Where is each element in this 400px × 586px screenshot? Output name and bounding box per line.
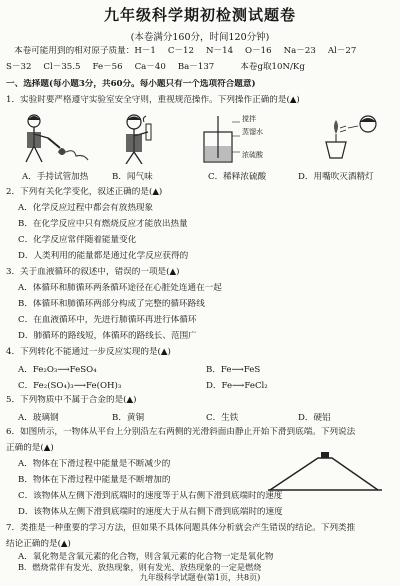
question-2-option-d: D．人类利用的能量都是通过化学反应获得的 xyxy=(18,251,189,261)
exam-title: 九年级科学期初检测试题卷 xyxy=(103,6,296,24)
question-5-option-c: C．生铁 xyxy=(206,413,239,423)
question-7-stem-line-1: 7．类推是一种重要的学习方法，但如果不具体问题具体分析就会产生错误的结论。下列类推 xyxy=(6,523,356,533)
figure-slopes-platform xyxy=(266,448,384,494)
figure-smelling-gas xyxy=(112,112,162,164)
question-4-option-d: D．Fe⟶FeCl₂ xyxy=(206,381,268,391)
question-6-option-d: D．该物体从左侧下滑到底端时的速度大于从右侧下滑到底端时的速度 xyxy=(18,507,283,517)
question-5-option-a: A．玻璃钢 xyxy=(18,413,59,423)
question-6-stem-line-1: 6．如图所示，一物体从平台上分别沿左右两侧的光滑斜面由静止开始下滑到底端。下列说法 xyxy=(6,427,356,437)
question-2-option-a: A．化学反应过程中都会有放热现象 xyxy=(18,203,154,213)
question-6-option-b: B．物体在下滑过程中能量是不断增加的 xyxy=(18,475,171,485)
question-3-stem: 3．关于血液循环的叙述中，错误的一项是(▲) xyxy=(6,267,180,277)
question-5-stem: 5．下列物质中不属于合金的是(▲) xyxy=(6,395,137,405)
question-2-stem: 2．下列有关化学变化，叙述正确的是(▲) xyxy=(6,187,163,197)
question-7-stem-line-2: 结论正确的是(▲) xyxy=(6,539,71,549)
question-1-option-c: C．稀释浓硫酸 xyxy=(208,172,267,182)
exam-subtitle: (本卷满分160分，时间120分钟) xyxy=(130,32,270,43)
question-2-option-b: B．在化学反应中只有燃烧反应才能放出热量 xyxy=(18,219,188,229)
question-5-option-d: D．硬铝 xyxy=(298,413,331,423)
question-6-stem-line-2: 正确的是(▲) xyxy=(6,443,54,453)
question-7-option-a: A．氧化物是含氧元素的化合物，则含氧元素的化合物一定是氧化物 xyxy=(18,552,274,562)
page-footer: 九年级科学试题卷(第1页，共8页) xyxy=(139,573,261,582)
question-1-stem: 1．实验时要严格遵守实验室安全守则，重视规范操作。下列操作正确的是(▲) xyxy=(6,95,300,105)
question-4-option-a: A．Fe₂O₃⟶FeSO₄ xyxy=(18,365,97,375)
atomic-masses-row-2: S－32 Cl－35.5 Fe－56 Ca－40 Ba－137 本卷g取10N/Kg xyxy=(6,62,305,72)
question-7-option-b: B．燃烧常伴有发光、放热现象，则有发光、放热现象的一定是燃烧 xyxy=(18,562,262,572)
question-3-option-a: A．体循环和肺循环两条循环途径在心脏处连通在一起 xyxy=(18,283,222,293)
figure-blowing-alcohol-lamp xyxy=(312,112,388,164)
question-3-option-d: D．肺循环的路线短，体循环的路线长、范围广 xyxy=(18,331,197,341)
question-3-option-b: B．体循环和肺循环两部分构成了完整的循环路线 xyxy=(18,299,205,309)
figure-diluting-sulfuric-acid xyxy=(200,114,280,166)
question-2-option-c: C．化学反应常伴随着能量变化 xyxy=(18,235,137,245)
figure-label-concentrated-acid: 浓硫酸 xyxy=(242,151,263,159)
figure-label-distilled-water: 蒸馏水 xyxy=(242,128,263,136)
question-6-option-c: C．该物体从左侧下滑到底端时的速度等于从右侧下滑到底端时的速度 xyxy=(18,491,283,501)
question-4-option-b: B．Fe⟶FeS xyxy=(206,365,261,375)
figure-label-stir: 搅拌 xyxy=(242,115,256,123)
figure-heating-test-tube xyxy=(14,112,94,164)
question-4-stem: 4．下列转化不能通过一步反应实现的是(▲) xyxy=(6,347,171,357)
question-1-option-d: D．用嘴吹灭酒精灯 xyxy=(298,172,374,182)
atomic-masses-row-1: 本卷可能用到的相对原子质量：H－1 C－12 N－14 O－16 Na－23 Al－27 xyxy=(14,46,357,56)
question-1-option-a: A．手持试管加热 xyxy=(22,172,89,182)
question-5-option-b: B．黄铜 xyxy=(112,413,145,423)
question-3-option-c: C．在血液循环中，先进行肺循环再进行体循环 xyxy=(18,315,197,325)
question-1-option-b: B．闻气味 xyxy=(112,172,153,182)
question-4-option-c: C．Fe₂(SO₄)₃⟶Fe(OH)₃ xyxy=(18,381,122,391)
section-1-header: 一、选择题(每小题3分，共60分。每小题只有一个选项符合题意) xyxy=(6,79,256,89)
question-6-option-a: A．物体在下滑过程中能量是不断减少的 xyxy=(18,459,171,469)
